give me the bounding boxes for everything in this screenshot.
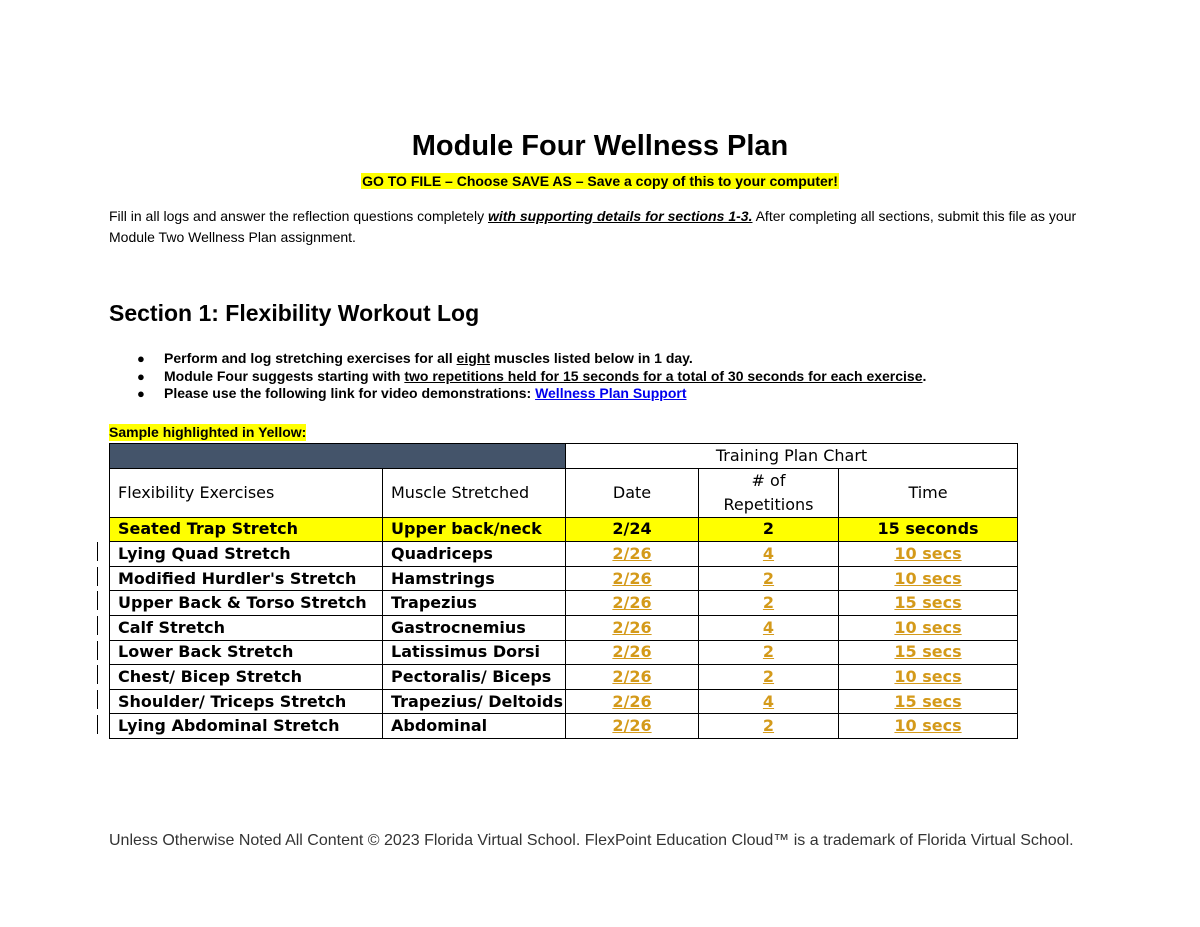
bullet-text: Module Four suggests starting with — [164, 367, 405, 384]
change-bar — [97, 542, 98, 561]
wellness-plan-support-link[interactable]: Wellness Plan Support — [535, 385, 687, 401]
intro-paragraph — [109, 206, 1094, 248]
instruction-bullets — [109, 350, 926, 403]
time-cell[interactable]: 15 secs — [839, 640, 1018, 665]
table-row — [110, 689, 1018, 714]
date-cell[interactable]: 2/26 — [566, 542, 699, 567]
bullet-dot-icon: ● — [137, 368, 145, 384]
sample-date: 2/24 — [566, 517, 699, 542]
bullet-underlined-text: eight — [456, 350, 490, 366]
header-repetitions: # of Repetitions — [699, 468, 839, 517]
change-bar-marks — [97, 542, 98, 740]
save-instruction: GO TO FILE – Choose SAVE AS – Save a copy of this to your computer! — [362, 173, 838, 189]
flexibility-log-table — [109, 443, 1018, 739]
header-muscle-stretched: Muscle Stretched — [383, 468, 566, 517]
reps-cell[interactable]: 2 — [699, 566, 839, 591]
save-instruction-line — [0, 173, 1200, 190]
copyright-footer: Unless Otherwise Noted All Content © 2023 Florida Virtual School. FlexPoint Education Cloud™ is a trademark of Florida Virtual School. — [109, 832, 1074, 849]
header-time: Time — [839, 468, 1018, 517]
bullet-text: muscles listed below in 1 day. — [490, 350, 693, 366]
time-cell[interactable]: 15 secs — [839, 591, 1018, 616]
sample-exercise: Seated Trap Stretch — [110, 517, 383, 542]
bullet-dot-icon: ● — [137, 351, 145, 366]
muscle-cell: Quadriceps — [383, 542, 566, 567]
muscle-cell: Gastrocnemius — [383, 615, 566, 640]
date-cell[interactable]: 2/26 — [566, 640, 699, 665]
bullet-item — [109, 350, 926, 368]
reps-cell[interactable]: 2 — [699, 640, 839, 665]
intro-text-end: After completing all sections, submit this file as your Module Two Wellness Plan assignment. — [109, 208, 1077, 245]
bullet-text: . — [922, 367, 927, 384]
date-cell[interactable]: 2/26 — [566, 689, 699, 714]
header-date: Date — [566, 468, 699, 517]
date-cell[interactable]: 2/26 — [566, 615, 699, 640]
exercise-cell: Shoulder/ Triceps Stretch — [110, 689, 383, 714]
exercise-cell: Chest/ Bicep Stretch — [110, 665, 383, 690]
reps-cell[interactable]: 4 — [699, 615, 839, 640]
sample-reps: 2 — [699, 517, 839, 542]
muscle-cell: Hamstrings — [383, 566, 566, 591]
bullet-underlined-text: two repetitions held for 15 seconds for a total of 30 seconds for each exercise — [404, 367, 923, 384]
change-bar — [97, 567, 98, 586]
table-row — [110, 566, 1018, 591]
reps-cell[interactable]: 2 — [699, 714, 839, 739]
date-cell[interactable]: 2/26 — [566, 591, 699, 616]
muscle-cell: Latissimus Dorsi — [383, 640, 566, 665]
bullet-text: Please use the following link for video demonstrations: — [164, 385, 536, 401]
bullet-item — [109, 385, 926, 403]
bullet-text: Perform and log stretching exercises for all — [164, 350, 457, 366]
table-row — [110, 591, 1018, 616]
reps-cell[interactable]: 2 — [699, 665, 839, 690]
date-cell[interactable]: 2/26 — [566, 714, 699, 739]
muscle-cell: Abdominal — [383, 714, 566, 739]
section-1-heading: Section 1: Flexibility Workout Log — [109, 300, 480, 326]
training-plan-chart-title: Training Plan Chart — [566, 444, 1018, 469]
change-bar — [97, 591, 98, 610]
exercise-cell: Lying Abdominal Stretch — [110, 714, 383, 739]
sample-muscle: Upper back/neck — [383, 517, 566, 542]
banner-dark-cell — [110, 444, 566, 469]
sample-label: Sample highlighted in Yellow: — [109, 424, 307, 440]
change-bar — [97, 665, 98, 684]
table-row — [110, 615, 1018, 640]
reps-cell[interactable]: 4 — [699, 689, 839, 714]
table-banner-row — [110, 444, 1018, 469]
change-bar — [97, 715, 98, 734]
time-cell[interactable]: 10 secs — [839, 566, 1018, 591]
change-bar — [97, 616, 98, 635]
reps-cell[interactable]: 4 — [699, 542, 839, 567]
table-row — [110, 640, 1018, 665]
change-bar — [97, 690, 98, 709]
reps-cell[interactable]: 2 — [699, 591, 839, 616]
time-cell[interactable]: 10 secs — [839, 665, 1018, 690]
exercise-cell: Calf Stretch — [110, 615, 383, 640]
change-bar — [97, 641, 98, 660]
table-row — [110, 542, 1018, 567]
date-cell[interactable]: 2/26 — [566, 566, 699, 591]
time-cell[interactable]: 15 secs — [839, 689, 1018, 714]
exercise-cell: Lying Quad Stretch — [110, 542, 383, 567]
time-cell[interactable]: 10 secs — [839, 542, 1018, 567]
table-header-row — [110, 468, 1018, 517]
table-row — [110, 714, 1018, 739]
intro-text-start: Fill in all logs and answer the reflection questions completely — [109, 208, 488, 224]
page-title: Module Four Wellness Plan — [411, 130, 789, 162]
sample-time: 15 seconds — [839, 517, 1018, 542]
time-cell[interactable]: 10 secs — [839, 714, 1018, 739]
header-flexibility-exercises: Flexibility Exercises — [110, 468, 383, 517]
date-cell[interactable]: 2/26 — [566, 665, 699, 690]
bullet-dot-icon: ● — [137, 386, 145, 401]
time-cell[interactable]: 10 secs — [839, 615, 1018, 640]
bullet-item — [109, 368, 926, 386]
exercise-cell: Modified Hurdler's Stretch — [110, 566, 383, 591]
sample-row — [110, 517, 1018, 542]
table-row — [110, 665, 1018, 690]
muscle-cell: Trapezius — [383, 591, 566, 616]
intro-emphasis: with supporting details for sections 1-3. — [487, 208, 753, 224]
muscle-cell: Pectoralis/ Biceps — [383, 665, 566, 690]
exercise-cell: Lower Back Stretch — [110, 640, 383, 665]
exercise-cell: Upper Back & Torso Stretch — [110, 591, 383, 616]
muscle-cell: Trapezius/ Deltoids — [383, 689, 566, 714]
